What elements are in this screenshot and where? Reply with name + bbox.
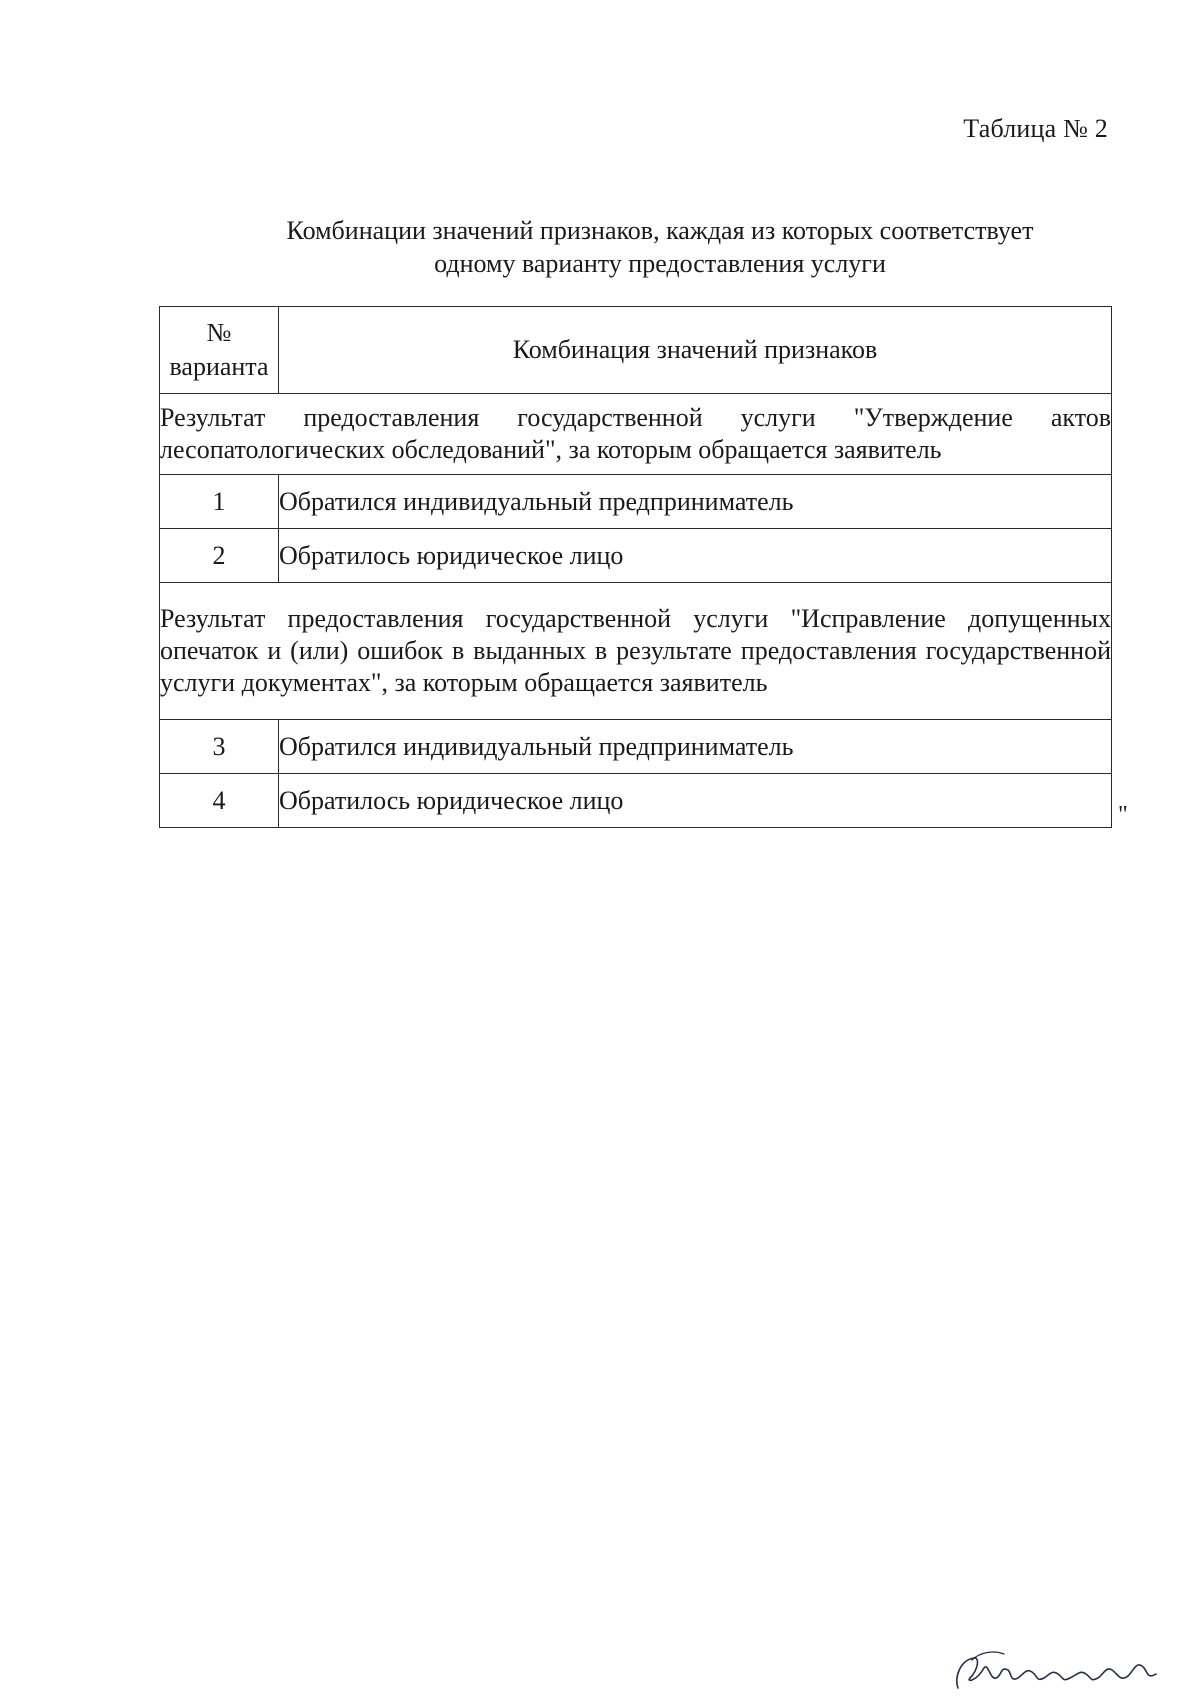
variant-number: 1 xyxy=(160,475,279,529)
header-variant-number: № варианта xyxy=(160,307,279,394)
table-row xyxy=(160,720,1112,774)
variant-combination: Обратилось юридическое лицо xyxy=(279,774,1112,828)
closing-quote: " xyxy=(1118,802,1128,828)
group-heading-2: Результат предоставления государственной услуги "Исправление допущенных опечаток и (или) ошибок в выданных в результате предоставления государственной услуги документах", за которым обращается заявитель xyxy=(160,583,1112,720)
document-title xyxy=(200,214,1120,280)
variant-combination: Обратился индивидуальный предприниматель xyxy=(279,475,1112,529)
table-number: Таблица № 2 xyxy=(963,114,1108,143)
variants-table xyxy=(159,306,1112,828)
group-heading-1: Результат предоставления государственной услуги "Утверждение актов лесопатологических обследований", за которым обращается заявитель xyxy=(160,394,1112,475)
variant-combination: Обратился индивидуальный предприниматель xyxy=(279,720,1112,774)
table-row xyxy=(160,529,1112,583)
table-row xyxy=(160,475,1112,529)
header-combination: Комбинация значений признаков xyxy=(279,307,1112,394)
group-row xyxy=(160,394,1112,475)
variant-combination: Обратилось юридическое лицо xyxy=(279,529,1112,583)
handwritten-signature xyxy=(950,1648,1170,1696)
table-row xyxy=(160,774,1112,828)
title-line-2: одному варианту предоставления услуги xyxy=(434,249,886,278)
variant-number: 3 xyxy=(160,720,279,774)
variant-number: 4 xyxy=(160,774,279,828)
table-header-row xyxy=(160,307,1112,394)
group-row xyxy=(160,583,1112,720)
variant-number: 2 xyxy=(160,529,279,583)
title-line-1: Комбинации значений признаков, каждая из которых соответствует xyxy=(286,216,1034,245)
